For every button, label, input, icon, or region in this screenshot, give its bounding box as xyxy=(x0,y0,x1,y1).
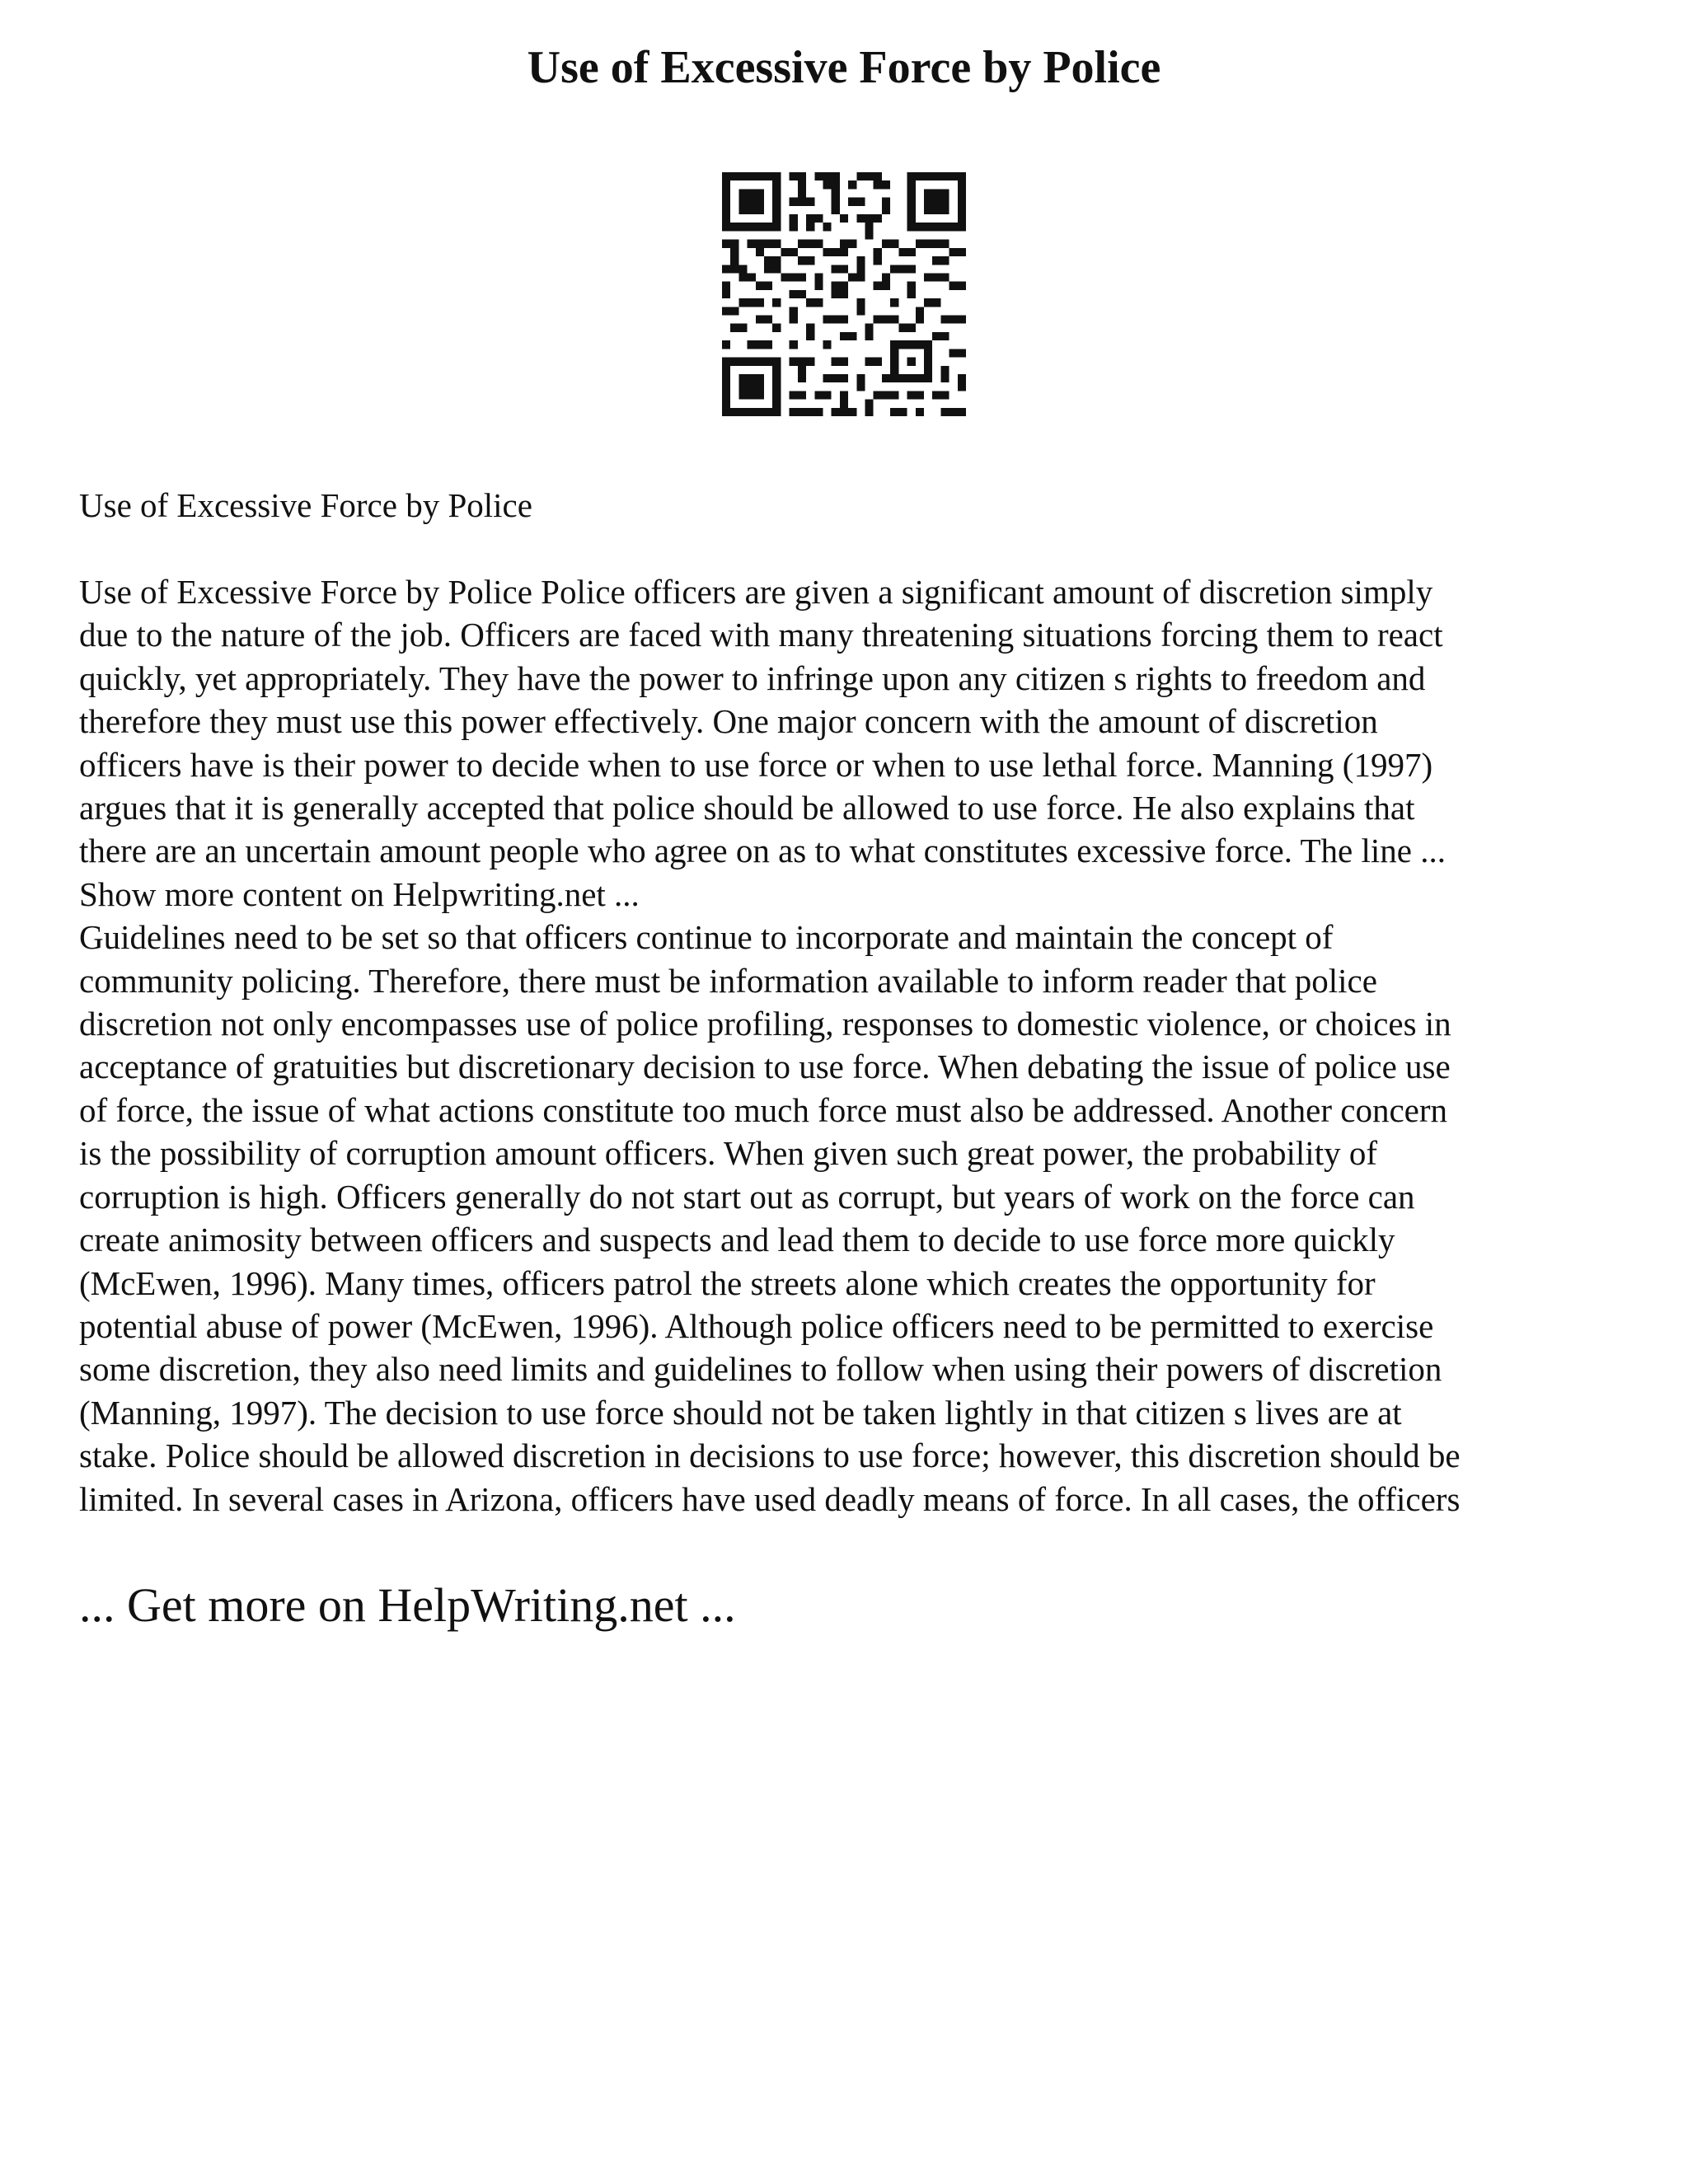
qr-code-icon xyxy=(722,172,966,416)
get-more-link[interactable]: ... Get more on HelpWriting.net ... xyxy=(79,1578,736,1632)
page-title: Use of Excessive Force by Police xyxy=(527,42,1161,93)
paragraph: Use of Excessive Force by Police Police officers are given a significant amount of discretion simply due to the nature of the job. Officers are faced with many threatening situations forcing them to react quickly, yet appropriately. They have the power to infringe upon any citizen s rights to freedom and therefore they must use this power effectively. One major concern with the amount of discretion officers have is their power to decide when to use force or when to use lethal force. Manning (1997) argues that it is generally accepted that police should be allowed to use force. He also explains that there are an uncertain amount people who agree on as to what constitutes excessive force. The line ... Show more content on Helpwriting.net ... xyxy=(79,573,1446,913)
document-body xyxy=(79,570,1609,1521)
document-subtitle: Use of Excessive Force by Police xyxy=(79,486,532,524)
paragraph: Guidelines need to be set so that officers continue to incorporate and maintain the concept of community policing. Therefore, there must be information available to inform reader that police discretion not only encompasses use of police profiling, responses to domestic violence, or choices in acceptance of gratuities but discretionary decision to use force. When debating the issue of police use of force, the issue of what actions constitute too much force must also be addressed. Another concern is the possibility of corruption amount officers. When given such great power, the probability of corruption is high. Officers generally do not start out as corrupt, but years of work on the force can create animosity between officers and suspects and lead them to decide to use force more quickly (McEwen, 1996). Many times, officers patrol the streets alone which creates the opportunity for potential abuse of power (McEwen, 1996). Although police officers need to be permitted to exercise some discretion, they also need limits and guidelines to follow when using their powers of discretion (Manning, 1997). The decision to use force should not be taken lightly in that citizen s lives are at stake. Police should be allowed discretion in decisions to use force; however, this discretion should be limited. In several cases in Arizona, officers have used deadly means of force. In all cases, the officers xyxy=(79,918,1461,1518)
